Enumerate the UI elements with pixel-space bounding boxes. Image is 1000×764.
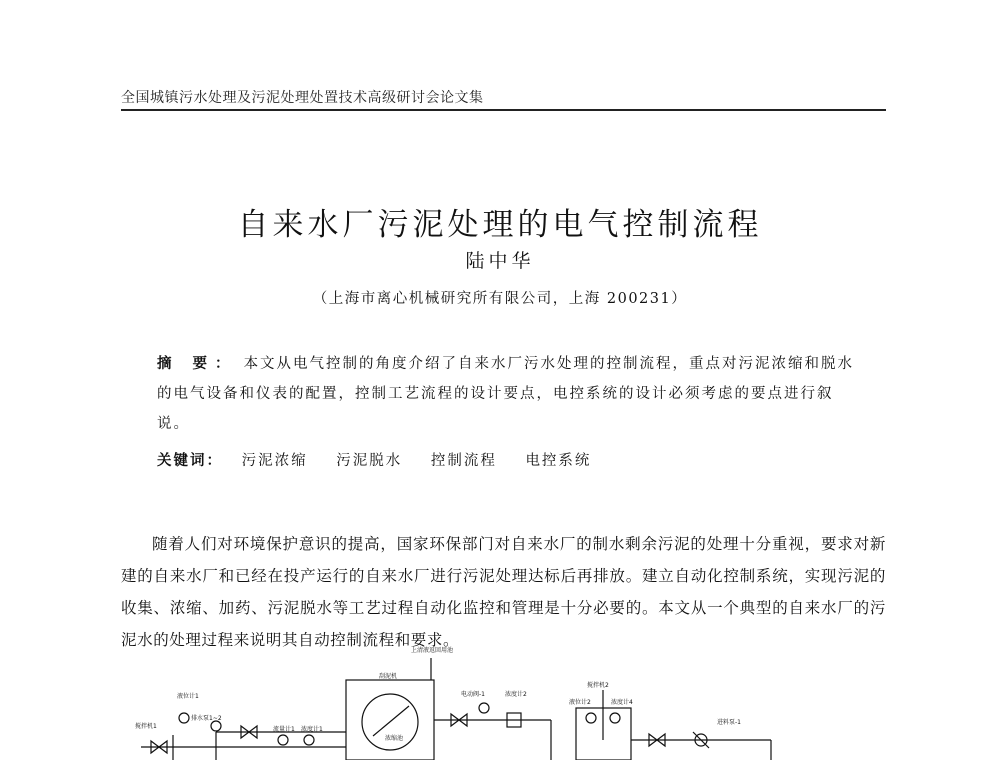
figure-label: 搅拌机1: [135, 723, 157, 730]
figure-label: 浓缩池: [385, 735, 404, 742]
figure-label: 浓度计4: [611, 699, 633, 706]
figure-label: 搅拌机2: [587, 682, 609, 689]
body-paragraph: 随着人们对环境保护意识的提高，国家环保部门对自来水厂的制水剩余污泥的处理十分重视，要求对新建的自来水厂和已经在投产运行的自来水厂进行污泥处理达标后再排放。建立自动化控制系统，实现污泥的收集、浓缩、加药、污泥脱水等工艺过程自动化监控和管理是十分必要的。本文从一个典型的自来水厂的污泥水的处理过程来说明其自动控制流程和要求。: [121, 534, 886, 649]
running-header: 全国城镇污水处理及污泥处理处置技术高级研讨会论文集: [121, 90, 484, 106]
figure-label: 刮泥机: [379, 673, 398, 680]
paper-title: 自来水厂污泥处理的电气控制流程: [237, 206, 763, 243]
figure-label: 液位计1: [177, 693, 199, 700]
process-flow-svg: [121, 640, 891, 760]
figure-label: 液位计2: [569, 699, 591, 706]
keyword: 控制流程: [430, 453, 497, 469]
level-meter-1-icon: [179, 713, 189, 723]
keywords: [157, 449, 857, 470]
thickener-rake: [373, 706, 409, 736]
pump-icon: [211, 721, 221, 731]
density-meter-4-icon: [610, 713, 620, 723]
figure-label: 进料泵-1: [717, 719, 741, 726]
figure-label: 浓度计1: [301, 726, 323, 733]
keyword: 电控系统: [525, 453, 592, 469]
level-meter-2-icon: [586, 713, 596, 723]
keywords-label: 关键词：: [157, 453, 223, 469]
density-meter-1-icon: [304, 735, 314, 745]
figure-label: 浓度计2: [505, 691, 527, 698]
header-rule: [121, 109, 886, 111]
flow-meter-1-icon: [278, 735, 288, 745]
abstract-label: 摘 要：: [157, 356, 238, 372]
author: 陆中华: [465, 250, 535, 272]
figure-label: 上清液返回用池: [411, 647, 454, 654]
abstract: [157, 349, 857, 439]
valve-actuator-icon: [479, 703, 489, 713]
process-flow-diagram: [121, 640, 891, 760]
abstract-text: 本文从电气控制的角度介绍了自来水厂污水处理的控制流程，重点对污泥浓缩和脱水的电气设备和仪表的配置，控制工艺流程的设计要点，电控系统的设计必须考虑的要点进行叙说。: [157, 356, 855, 432]
figure-label: 流量计1: [273, 726, 295, 733]
keyword: 污泥浓缩: [241, 453, 308, 469]
thickener-tank: [346, 680, 434, 760]
keyword: 污泥脱水: [336, 453, 403, 469]
figure-label: 电动阀-1: [461, 691, 485, 698]
figure-label: 排水泵1~2: [191, 715, 222, 722]
affiliation: （上海市离心机械研究所有限公司，上海 200231）: [312, 291, 688, 307]
